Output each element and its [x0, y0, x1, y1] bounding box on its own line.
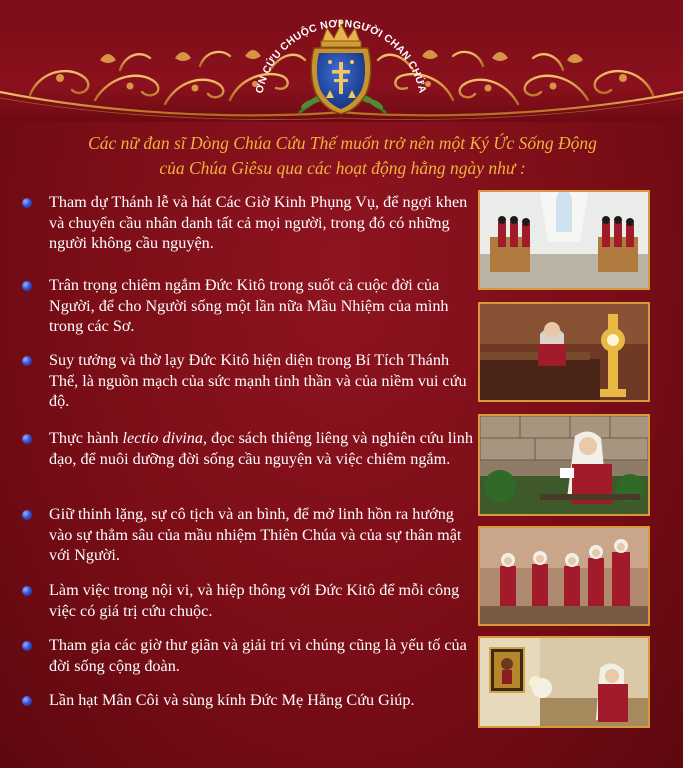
bullet-icon	[22, 434, 32, 444]
intro-line-2: của Chúa Giêsu qua các hoạt động hằng ngày như :	[159, 158, 526, 178]
photo-rosary-devotion	[478, 636, 650, 728]
photo-community-work	[478, 526, 650, 626]
intro-text	[30, 131, 655, 181]
photo-chapel-choir	[478, 190, 650, 290]
list-item-text: Tham dự Thánh lễ và hát Các Giờ Kinh Phụng Vụ, để ngợi khen và chuyển cầu nhân danh tất cả mọi người, trong đó có những người không cầu nguyện.	[49, 193, 468, 252]
bullet-icon	[22, 510, 32, 520]
list-item-text: Thực hành lectio divina, đọc sách thiêng liêng và nghiên cứu linh đạo, để nuôi dưỡng đời sống cầu nguyện và việc chiêm ngắm.	[49, 429, 473, 468]
photo-eucharistic-adoration	[478, 302, 650, 402]
list-item-text: Tham gia các giờ thư giãn và giải trí vì chúng cũng là yếu tố của đời sống cộng đoàn.	[49, 636, 467, 675]
list-item-text: Làm việc trong nội vi, và hiệp thông với Đức Kitô để mỗi công việc có giá trị cứu chuộc.	[49, 581, 460, 620]
photo-lectio-divina	[478, 414, 650, 516]
bullet-icon	[22, 586, 32, 596]
list-item-text: Lần hạt Mân Côi và sùng kính Đức Mẹ Hằng Cứu Giúp.	[49, 691, 415, 709]
lectio-divina-emphasis: lectio divina	[122, 429, 203, 447]
bullet-icon	[22, 356, 32, 366]
bullet-icon	[22, 198, 32, 208]
motto-text: ƠN CỨU CHUỘC NƠI NGƯỜI CHAN CHỨA	[253, 17, 429, 95]
list-item-text: Trân trọng chiêm ngắm Đức Kitô trong suốt cả cuộc đời của Người, để cho Người sống một lần nữa Mầu Nhiệm của mình trong các Sơ.	[49, 276, 449, 335]
bullet-icon	[22, 281, 32, 291]
list-item-text: Suy tưởng và thờ lạy Đức Kitô hiện diện trong Bí Tích Thánh Thể, là nguồn mạch của sức mạnh tinh thần và của niềm vui cứu độ.	[49, 351, 467, 410]
bullet-icon	[22, 696, 32, 706]
list-item-text: Giữ thinh lặng, sự cô tịch và an bình, để mở linh hồn ra hướng vào sự thẳm sâu của mầu nhiệm Thiên Chúa và của sự thân mật với Người.	[49, 505, 462, 564]
intro-line-1: Các nữ đan sĩ Dòng Chúa Cứu Thế muốn trở nên một Ký Ức Sống Động	[88, 133, 597, 153]
motto-arc	[0, 0, 683, 122]
bullet-icon	[22, 641, 32, 651]
svg-text:ƠN CỨU CHUỘC NƠI NGƯỜI CHAN CH	[253, 18, 428, 95]
header-banner	[0, 0, 683, 122]
